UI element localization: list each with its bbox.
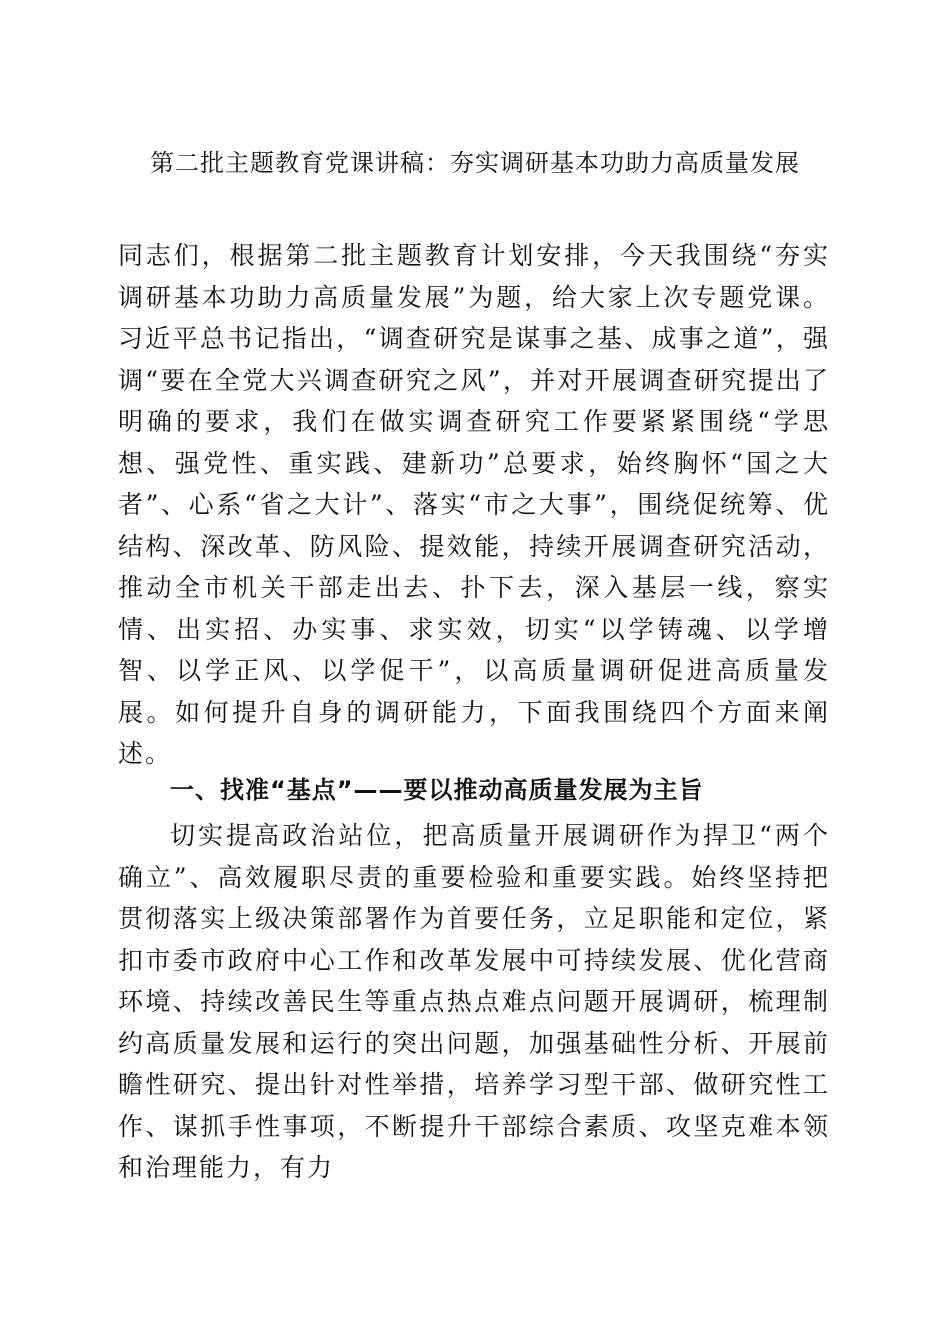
intro-paragraph: 同志们，根据第二批主题教育计划安排，今天我围绕“夯实调研基本功助力高质量发展”为题，给大家上次专题党课。习近平总书记指出，“调查研究是谋事之基、成事之道”，强调“要在全党大兴调查研究之风”，并对开展调查研究提出了明确的要求，我们在做实调查研究工作要紧紧围绕“学思想、强党性、重实践、建新功”总要求，始终胸怀“国之大者”、心系“省之大计”、落实“市之大事”，围绕促统筹、优结构、深改革、防风险、提效能，持续开展调查研究活动，推动全市机关干部走出去、扑下去，深入基层一线，察实情、出实招、办实事、求实效，切实“以学铸魂、以学增智、以学正风、以学促干”，以高质量调研促进高质量发展。如何提升自身的调研能力，下面我围绕四个方面来阐述。	[118, 241, 830, 768]
document-title: 第二批主题教育党课讲稿：夯实调研基本功助力高质量发展	[150, 149, 800, 177]
section-heading: 一、找准“基点”——要以推动高质量发展为主旨	[170, 776, 704, 804]
section-paragraph: 切实提高政治站位，把高质量开展调研作为捍卫“两个确立”、高效履职尽责的重要检验和重要实践。始终坚持把贯彻落实上级决策部署作为首要任务，立足职能和定位，紧扣市委市政府中心工作和改革发展中可持续发展、优化营商环境、持续改善民生等重点热点难点问题开展调研，梳理制约高质量发展和运行的突出问题，加强基础性分析、开展前瞻性研究、提出针对性举措，培养学习型干部、做研究性工作、谋抓手性事项，不断提升干部综合素质、攻坚克难本领和治理能力，有力	[118, 821, 830, 1182]
